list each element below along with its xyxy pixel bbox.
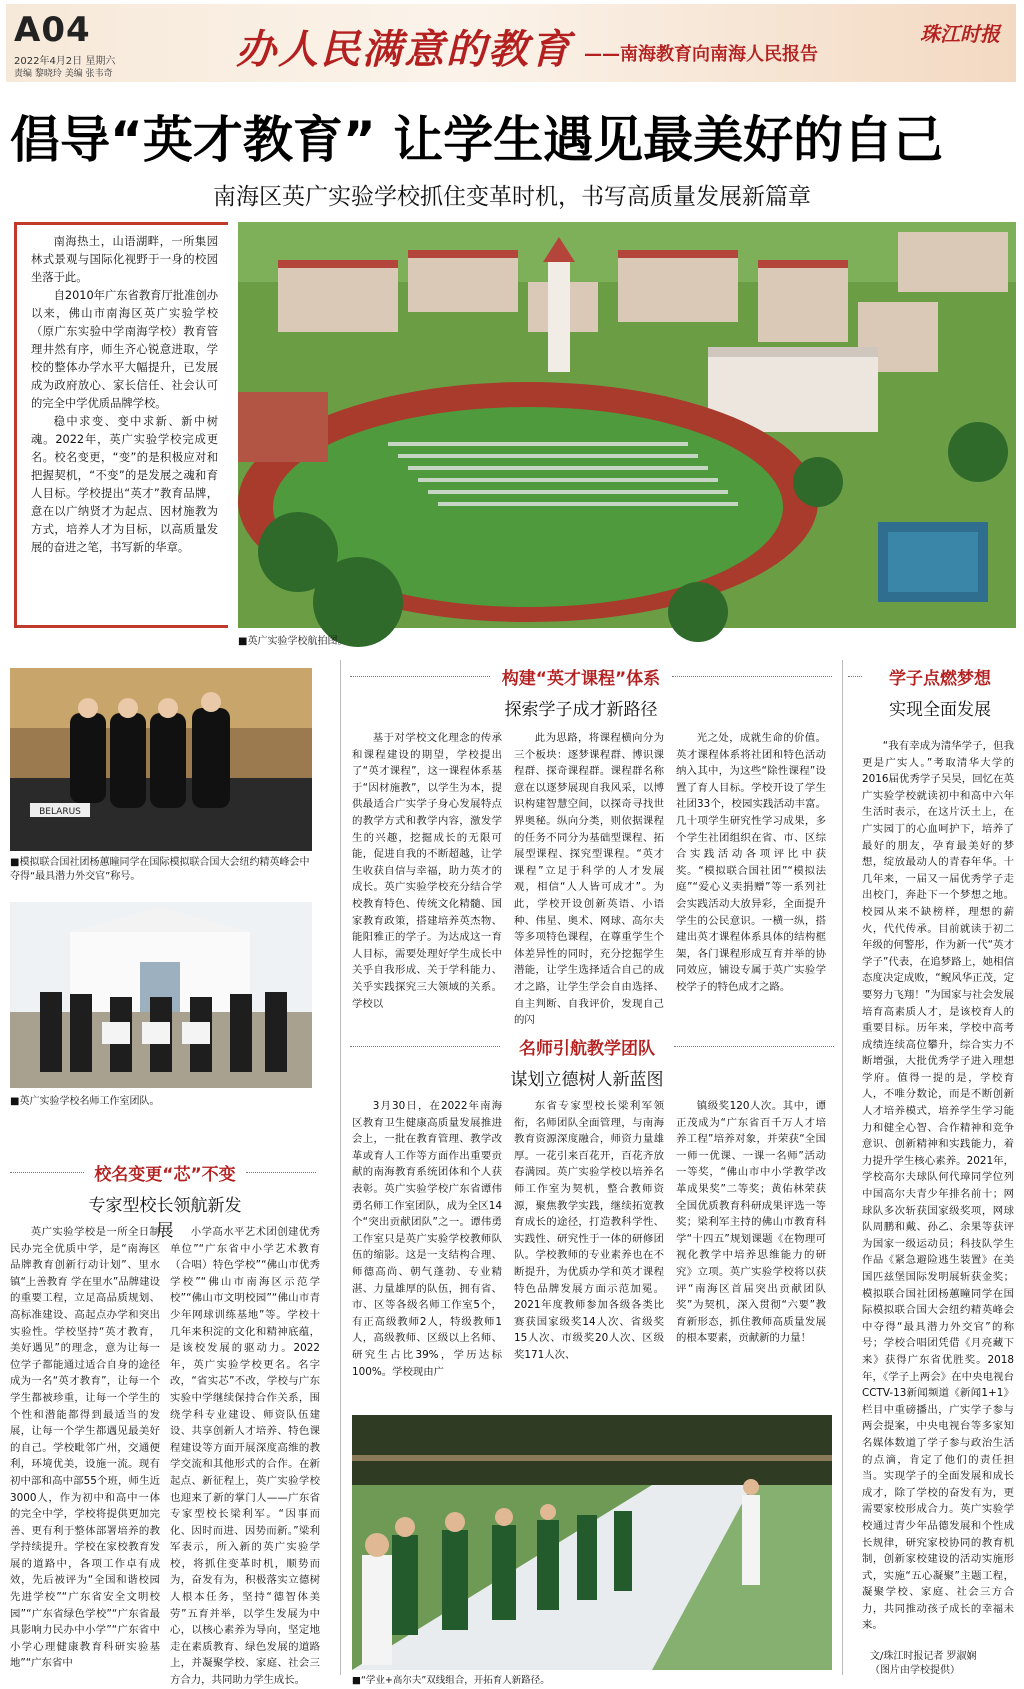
- section-subtitle: 探索学子成才新路径: [504, 700, 658, 720]
- column-rule: [842, 660, 843, 1675]
- column-rule: [340, 660, 341, 1675]
- byline: [870, 1650, 977, 1678]
- section-subtitle: 实现全面发展: [889, 700, 991, 720]
- issue-date: 2022年4月2日 星期六: [14, 56, 116, 67]
- section-teachers: [500, 1034, 674, 1090]
- article-text: 此为思路，将课程横向分为三个板块：逐梦课程群、博识课程群、探奇课程群。课程群名称意在以逐梦展现自我风采，以博识构建智慧空间，以探奇寻找世界奥秘。纵向分类，则依据课程的任务不同分为基础型课程、拓展型课程、探究型课程。“英才课程”立足于科学的人才发展观，相信“人人皆可成才”。为此，学校开设创新英语、小语种、伟星、奥术、网球、高尔夫等多项特色课程，在尊重学生个体差异性的同时，充分挖掘学生潜能，让学生选择适合自己的成才之路，让学生学会自由选择、自主判断、自我评价，发现自己的闪: [514, 732, 664, 1027]
- section-title: 校名变更“芯”不变: [94, 1165, 236, 1185]
- divider: [10, 1172, 84, 1173]
- model-un-caption: ■模拟联合国社团杨蕙瞳同学在国际模拟联合国大会纽约精英峰会中夺得“最具潜力外交官”称号。: [10, 857, 310, 882]
- section-subtitle: 谋划立德树人新蓝图: [510, 1070, 664, 1090]
- section-title: 名师引航教学团队: [519, 1039, 655, 1059]
- article-text: 英广实验学校是一所全日制民办完全优质中学，是“南海区品牌教育创新行动计划”、里水镇“上善教育 学在里水”品牌建设的重要工程，立足高品质规划、高标准建设、高起点办学和突出实验性。学校坚持“英才教育，美好遇见”的理念，意为让每一位学子都能通过适合自身的途径成为一名“英才教育”，让每一个学生都被珍重，让每一个学生的个性和潜能都得到最适当的发展，让每一个学生都遇见最美好的自己。学校毗邻广州，交通便利，环境优美，设施一流。现有初中部和高中部55个班，师生近3000人，作为初中和高中一体的完全中学，学校将提供更加完善、更有利于整体部署培养的教学持续提升。学校在家校教育发展的道路中，各项工作卓有成效，先后被评为“全国和谐校园先进学校”“广东省安全文明校园”“广东省绿色学校”“广东省最具影响力民办中小学”“广东省中小学心理健康教育科研实验基地”“广东省中: [10, 1226, 160, 1670]
- teacher-team-caption: ■英广实验学校名师工作室团队。: [10, 1096, 160, 1107]
- divider: [350, 676, 490, 677]
- section-curriculum: [490, 664, 672, 720]
- editors-line: 责编 黎晓玲 美编 张韦奇: [14, 69, 113, 79]
- curriculum-column-1: [352, 730, 502, 1010]
- intro-paragraph: 南海热土，山语湖畔，一所集园林式景观与国际化视野于一身的校园坐落于此。: [31, 235, 218, 284]
- newspaper-logo: 珠江时报: [920, 22, 1000, 46]
- byline-author: 文/珠江时报记者 罗淑娴: [870, 1651, 977, 1662]
- model-un-photo: [10, 668, 312, 851]
- column-slogan-sub: ——南海教育向南海人民报告: [584, 44, 818, 65]
- page-number: A04: [14, 10, 91, 50]
- dream-column: [862, 738, 1014, 1638]
- aerial-illustration: [238, 222, 1016, 628]
- article-text: 小学高水平艺术团创建优秀单位”“广东省中小学艺术教育（合唱）特色学校”“佛山市优秀学校”“佛山市南海区示范学校”“佛山市文明校园”“佛山市青少年网球训练基地”等。学校十几年来积淀的文化和精神底蕴，是该校发展的驱动力。2022年，英广实验学校更名。名字改，“省实芯”不改，学校与广东实验中学继续保持合作关系，围绕学科专业建设、师资队伍建设、共享创新人才培养、特色课程建设等方面开展深度高维的教学交流和其他形式的合作。在新起点、新征程上，英广实验学校也迎来了新的掌门人——广东省专家型校长梁利军。“因事而化、因时而进、因势而新。”梁利军表示，所入新的英广实验学校，将抓住变革时机，顺势而为，奋发有为，积极落实立德树人根本任务，坚持“德智体美劳”五育并举，以学生发展为中心，以核心素养为导向，坚定地走在素质教育、绿色发展的道路上，并凝聚学校、家庭、社会三方合力，共同助力学生成长。: [170, 1226, 320, 1687]
- divider: [674, 1046, 834, 1047]
- article-text: 镇级奖120人次。其中，谭正茂成为“广东省百千万人才培养工程”培养对象，并荣获“全国一师一优课、一课一名师”活动一等奖，“佛山市中小学教学改革成果奖”二等奖；黄佑林荣获全国优质教育科研成果评选一等奖；梁利军主持的佛山市教育科学“十四五”规划课题《在物理可视化教学中培养思维能力的研究》立项。英广实验学校将以获评“南海区首届突出贡献团队奖”为契机，深入贯彻“六要”教育新形态，抓住教师高质量发展的根本要素，贡献新的力量！: [676, 1100, 826, 1345]
- column-slogan: 办人民满意的教育: [236, 26, 572, 73]
- article-text: 光之处，成就生命的价值。英才课程体系将社团和特色活动纳入其中，为这些“除性课程”设置了育人目标。学校开设了学生社团33个，校园实践活动丰富。几十项学生研究性学习成果，多个学生社团组织在省、市、区综合实践活动各项评比中获奖。“模拟联合国社团”“模拟法庭”“爱心义卖捐赠”等一系列社会实践活动大放异彩，全面提升学生的公民意识。一横一纵，搭建出英才课程体系具体的结构框架，各门课程形成互育并举的协同效应，铺设专属于英广实验学校学子的特色成才之路。: [676, 732, 826, 993]
- principal-column-1: [10, 1224, 160, 1674]
- section-subtitle: 专家型校长领航新发展: [88, 1196, 242, 1241]
- aerial-photo: [238, 222, 1016, 628]
- masthead: [6, 4, 1016, 82]
- section-title: 构建“英才课程”体系: [501, 669, 661, 689]
- section-dream: [860, 664, 1020, 720]
- article-text: 基于对学校文化理念的传承和课程建设的期望，学校提出了“英才课程”，这一课程体系基于“因材施教”，以学生为本，提供最适合广实学子身心发展特点的教学方式和教学内容，激发学生的兴趣，挖掘成长的无限可能，促进自我的不断超越，让学生收获自信与幸福，助力英才的成长。英广实验学校充分结合学校教育特色、传统文化精髓、国家教育政策，搭建培养英杰物、能阳雅正的学子。为达成这一育人目标，需要处理好学生成长中关乎自我形成、关于学科能力、关乎实践探究三大领域的关系。学校以: [352, 732, 502, 1010]
- teachers-column-3: [676, 1098, 826, 1398]
- golf-illustration: [352, 1415, 832, 1670]
- divider: [672, 676, 832, 677]
- golf-photo: [352, 1415, 832, 1670]
- aerial-photo-caption: ■英广实验学校航拍图。: [238, 636, 348, 647]
- article-text: 3月30日，在2022年南海区教育卫生健康高质量发展推进会上，一批在教育管理、教学改革或育人工作等方面作出重要贡献的南海教育系统团体和个人获表彰。英广实验学校广东省谭伟勇名师工作室团队，成为全区14个“突出贡献团队”之一。谭伟勇工作室只是英广实验学校教师队伍的缩影。这是一支结构合理、师德高尚、朝气蓬勃、专业精湛、力量雄厚的队伍，拥有省、市、区等各级名师工作室5个，有正高级教师2人，特级教师1人，高级教师、区级以上名师、研究生占比39%，学历达标100%。学校现由广: [352, 1100, 502, 1378]
- intro-box: [14, 222, 228, 628]
- intro-paragraph: 稳中求变、变中求新、新中树魂。2022年，英广实验学校完成更名。校名变更，“变”的是积极应对和把握契机，“不变”的是发展之魂和育人目标。学校提出“英才”教育品牌，意在以广纳贤才为起点、因材施教为方式，培养人才为目标，以高质量发展的奋进之笔，书写新的华章。: [31, 415, 218, 554]
- teachers-column-1: [352, 1098, 502, 1398]
- model-un-illustration: [10, 668, 312, 851]
- intro-paragraph: 自2010年广东省教育厅批准创办以来，佛山市南海区英广实验学校（原广东实验中学南海学校）教育管理井然有序，师生齐心锐意进取，学校的整体办学水平大幅提升，已发展成为政府放心、家长信任、社会认可的完全中学优质品牌学校。: [31, 289, 218, 410]
- teachers-column-2: [514, 1098, 664, 1398]
- curriculum-column-2: [514, 730, 664, 1027]
- byline-photo-credit: （图片由学校提供）: [870, 1665, 960, 1676]
- teacher-team-photo: [10, 902, 312, 1088]
- country-placard: BELARUS: [39, 807, 81, 817]
- divider: [246, 1172, 316, 1173]
- article-text: 东省专家型校长梁利军领衔，名师团队全面管理，与南海教育资源深度融合，师资力量雄厚。一花引来百花开，百花齐放春满园。英广实验学校以培养名师工作室为契机，整合教师资源，聚焦教学实践，继续拓宽教育成长的途径，打造教科学性、实践性、研究性于一体的研修团队。学校教师的专业素养也在不断提升，为优质办学和英才课程特色品牌发展方面示范加冕。2021年度教师参加各级各类比赛获国家级奖14人次、省级奖15人次、市级奖20人次、区级奖171人次、: [514, 1100, 664, 1361]
- subheadline: 南海区英广实验学校抓住变革时机，书写高质量发展新篇章: [213, 184, 811, 210]
- section-title: 学子点燃梦想: [889, 669, 991, 689]
- divider: [350, 1046, 500, 1047]
- teacher-team-illustration: [10, 902, 312, 1088]
- principal-column-2: [170, 1224, 320, 1687]
- golf-photo-caption: ■“学业+高尔夫”双线组合，开拓育人新路径。: [352, 1675, 550, 1686]
- article-text: “我有幸成为清华学子，但我更是广实人。”考取清华大学的2016届优秀学子吴昊，回忆在英广实验学校就读初中和高中六年生活时表示，在这片沃土上，在广实园丁的心血呵护下，培养了最好的朋友，孕育最美好的梦想，绽放最动人的青春年华。十几年来，一届又一届优秀学子走出校门，奔赴下一个梦想之地。校园从来不缺榜样，理想的薪火，代代传承。目前就读于初二年级的何警彤，作为新一代“英才学子”代表，在追梦路上，她相信态度决定成败，“鲵风华正茂，定要努力飞翔！”为国家与社会发展培育高素质人才，是该校育人的重要目标。历年来，学校中高考成绩连续高位攀升，综合实力不断增强，大批优秀学子进入理想学府。值得一提的是，学校育人，不唯分数论，而是不断创新人才培养模式，培养学生学习能力和健全心智、合作精神和竞争意识、创新精神和实践能力，着力提升学生核心素养。2021年，学校高尔夫球队何代璋同学位列中国高尔夫青少年排名前十；网球队多次斩获国家级奖项，网球队周鹏和戴、孙乙、余果等获评为国家一级运动员；科技队学生作品《紧急避险逃生装置》在美国匹兹堡国际发明展斩获金奖；模拟联合国社团杨蕙瞳同学在国际模拟联合国大会纽约精英峰会中夺得“最具潜力外交官”的称号；学校合唱团凭借《月亮藏下来》获得广东省优胜奖。2018年，《学子上两会》在中央电视台CCTV-13新闻频道《新闻1+1》栏目中重磅播出，广实学子参与两会提案，中央电视台等多家知名媒体数道了学子参与政治生活的点滴，肯定了他们的责任担当。实现学子的全面发展和成长成才，除了学校的奋发有为，更需要家校形成合力。英广实验学校通过青少年品德发展和个性成长规律，研究家校协同的教育机制，创新家校建设的活动实施形式，实施“五心凝聚”主题工程，凝聚学校、家庭、社会三方合力，共同推动孩子成长的幸福未来。: [862, 740, 1014, 1632]
- curriculum-column-3: [676, 730, 826, 1010]
- headline: 倡导“英才教育” 让学生遇见最美好的自己: [10, 111, 944, 169]
